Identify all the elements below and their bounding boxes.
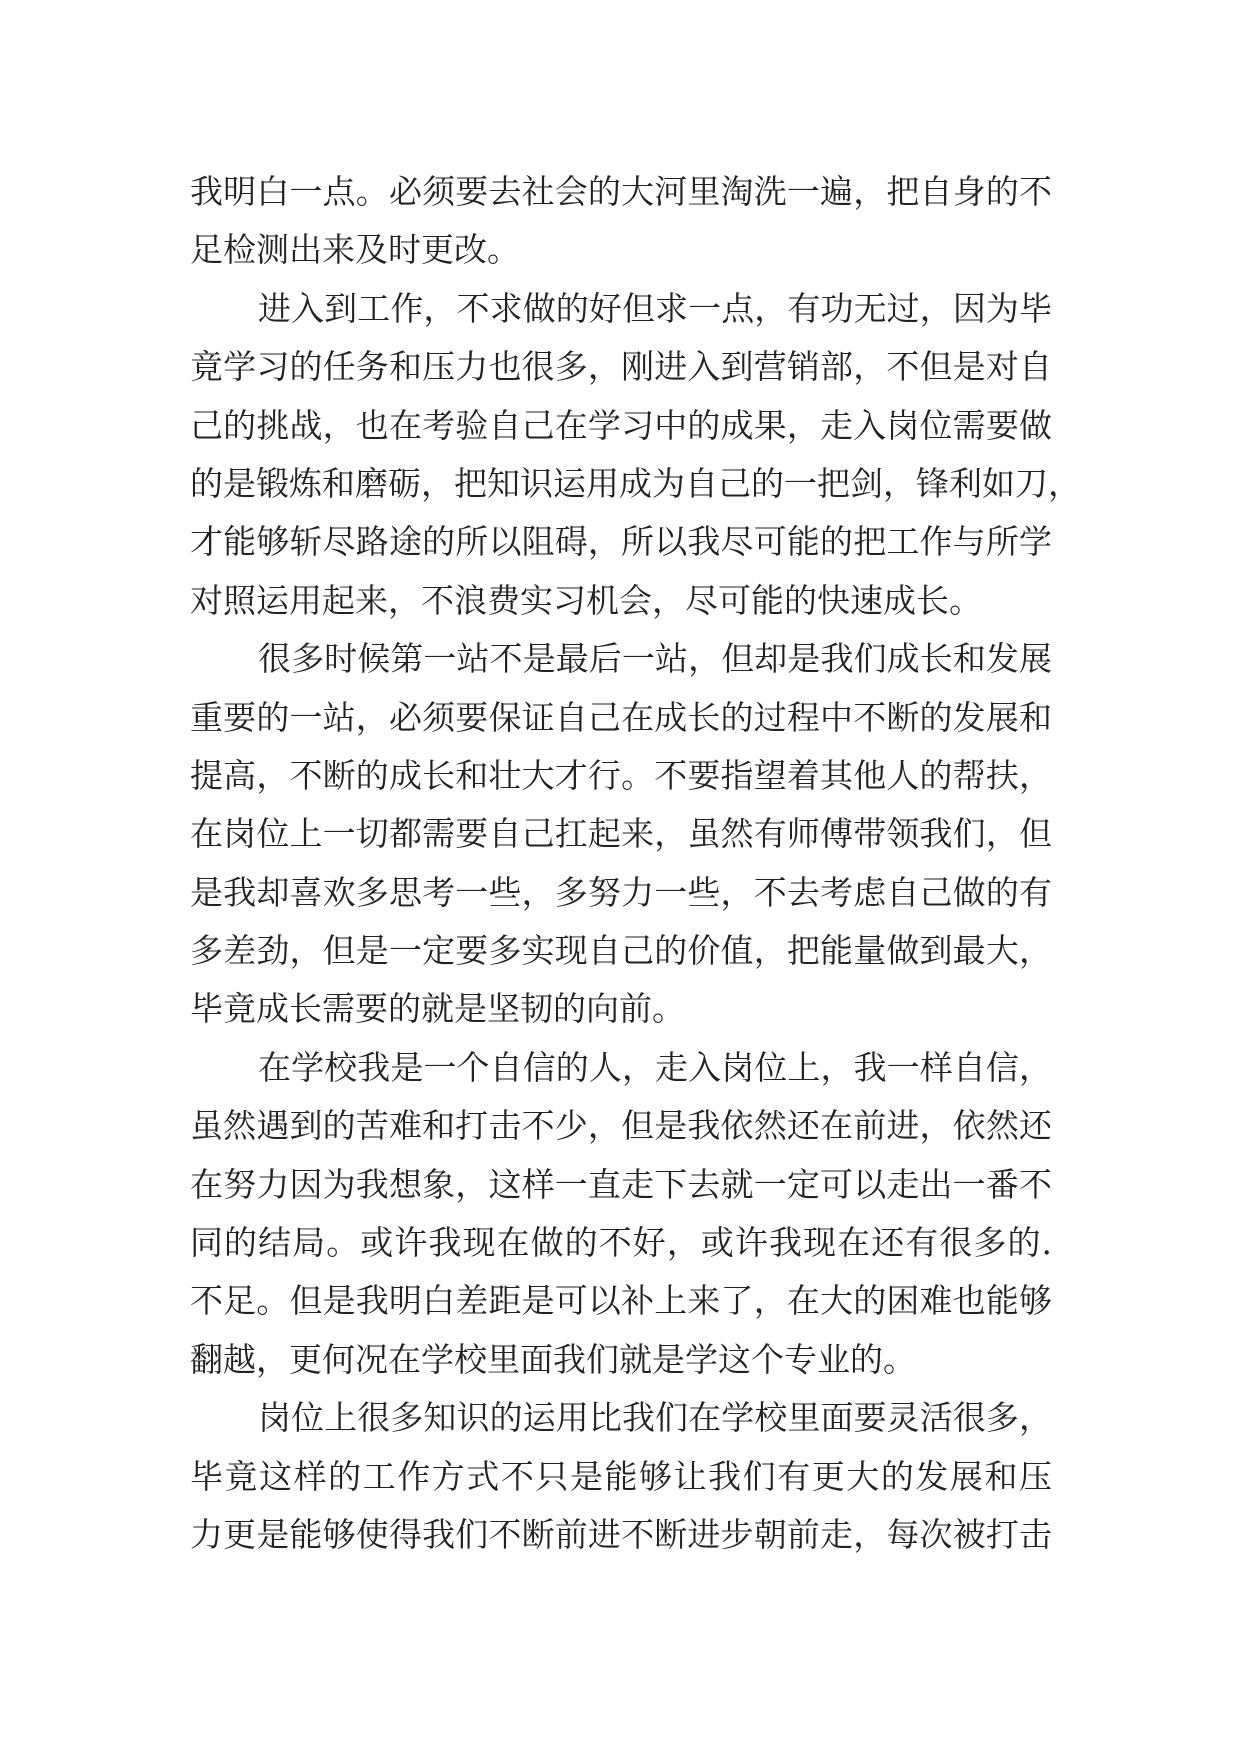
text-line: 是我却喜欢多思考一些，多努力一些，不去考虑自己做的有: [190, 872, 1052, 912]
text-line: 虽然遇到的苦难和打击不少，但是我依然还在前进，依然还: [190, 1106, 1052, 1146]
text-line: 翻越，更何况在学校里面我们就是学这个专业的。: [190, 1339, 916, 1379]
text-line: 竟学习的任务和压力也很多，刚进入到营销部，不但是对自: [190, 347, 1052, 387]
text-line: 才能够斩尽路途的所以阻碍，所以我尽可能的把工作与所学: [190, 522, 1052, 562]
paragraph-first-line: 进入到工作，不求做的好但求一点，有功无过，因为毕: [258, 288, 1052, 328]
text-line: 己的挑战，也在考验自己在学习中的成果，走入岗位需要做: [190, 405, 1052, 445]
text-line: 足检测出来及时更改。: [190, 230, 520, 270]
paragraph-first-line: 岗位上很多知识的运用比我们在学校里面要灵活很多，: [258, 1398, 1052, 1438]
text-line: 同的结局。或许我现在做的不好，或许我现在还有很多的.: [190, 1223, 1052, 1263]
text-line: 毕竟成长需要的就是坚韧的向前。: [190, 989, 685, 1029]
text-line: 重要的一站，必须要保证自己在成长的过程中不断的发展和: [190, 697, 1052, 737]
text-line: 力更是能够使得我们不断前进不断进步朝前走，每次被打击: [190, 1514, 1052, 1554]
text-line: 多差劲，但是一定要多实现自己的价值，把能量做到最大，: [190, 931, 1052, 971]
paragraph-first-line: 在学校我是一个自信的人，走入岗位上，我一样自信，: [258, 1047, 1052, 1087]
text-line: 毕竟这样的工作方式不只是能够让我们有更大的发展和压: [190, 1456, 1052, 1496]
paragraph-first-line: 很多时候第一站不是最后一站，但却是我们成长和发展: [258, 639, 1052, 679]
text-line: 不足。但是我明白差距是可以补上来了，在大的困难也能够: [190, 1281, 1052, 1321]
text-line: 在岗位上一切都需要自己扛起来，虽然有师傅带领我们，但: [190, 814, 1052, 854]
text-line: 的是锻炼和磨砺，把知识运用成为自己的一把剑，锋利如刀，: [190, 463, 1081, 503]
text-line: 我明白一点。必须要去社会的大河里淘洗一遍，把自身的不: [190, 172, 1052, 211]
document-body: [190, 163, 1081, 1564]
text-line: 在努力因为我想象，这样一直走下去就一定可以走出一番不: [190, 1164, 1052, 1204]
text-line: 提高，不断的成长和壮大才行。不要指望着其他人的帮扶，: [190, 755, 1052, 795]
text-line: 对照运用起来，不浪费实习机会，尽可能的快速成长。: [190, 580, 982, 620]
